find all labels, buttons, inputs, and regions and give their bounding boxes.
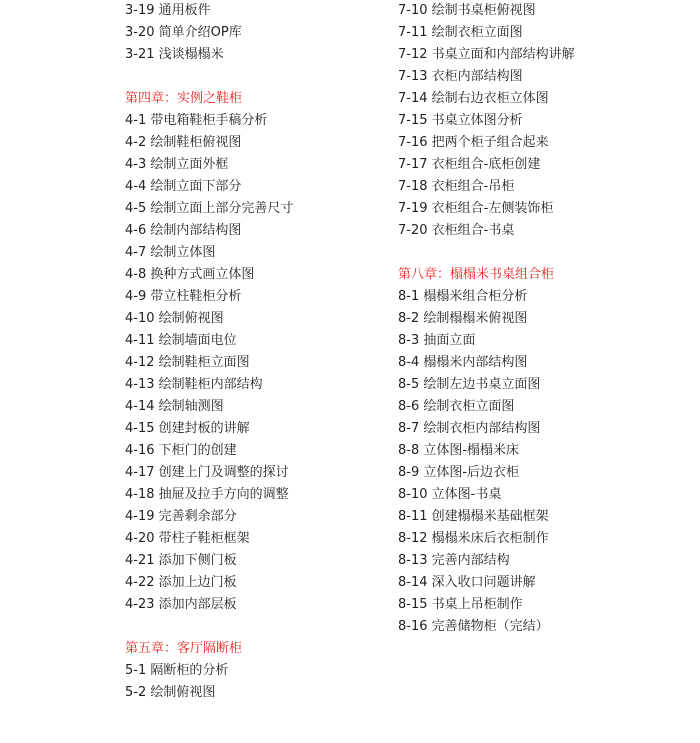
lesson-item: 7-10 绘制书桌柜俯视图 [398,3,536,18]
lesson-item: 7-18 衣柜组合-吊柜 [398,179,515,194]
toc-left-column [125,0,385,704]
chapter-heading: 第四章：实例之鞋柜 [125,91,243,106]
lesson-item: 4-1 带电箱鞋柜手稿分析 [125,113,268,128]
lesson-item: 7-19 衣柜组合-左侧装饰柜 [398,201,554,216]
lesson-item: 8-8 立体图-榻榻米床 [398,443,520,458]
lesson-item: 4-21 添加下侧门板 [125,553,237,568]
lesson-item: 5-2 绘制俯视图 [125,685,216,700]
lesson-item: 3-20 简单介绍OP库 [125,25,242,40]
lesson-item: 4-15 创建封板的讲解 [125,421,250,436]
lesson-item: 4-17 创建上门及调整的探讨 [125,465,289,480]
lesson-item: 3-19 通用板件 [125,3,211,18]
lesson-item: 3-21 浅谈榻榻米 [125,47,224,62]
lesson-item: 4-20 带柱子鞋柜框架 [125,531,250,546]
lesson-item: 8-7 绘制衣柜内部结构图 [398,421,541,436]
lesson-item: 4-23 添加内部层板 [125,597,237,612]
lesson-item: 7-20 衣柜组合-书桌 [398,223,515,238]
lesson-item: 8-5 绘制左边书桌立面图 [398,377,541,392]
lesson-item: 8-13 完善内部结构 [398,553,510,568]
lesson-item: 4-8 换种方式画立体图 [125,267,255,282]
lesson-item: 5-1 隔断柜的分析 [125,663,229,678]
lesson-item: 8-1 榻榻米组合柜分析 [398,289,528,304]
lesson-item: 7-15 书桌立体图分析 [398,113,523,128]
lesson-item: 8-9 立体图-后边衣柜 [398,465,520,480]
chapter-heading: 第八章：榻榻米书桌组合柜 [398,267,555,282]
lesson-item: 8-3 抽面立面 [398,333,476,348]
lesson-item: 4-10 绘制俯视图 [125,311,224,326]
lesson-item: 4-18 抽屉及拉手方向的调整 [125,487,289,502]
lesson-item: 4-12 绘制鞋柜立面图 [125,355,250,370]
lesson-item: 8-2 绘制榻榻米俯视图 [398,311,528,326]
lesson-item: 7-14 绘制右边衣柜立体图 [398,91,549,106]
lesson-item: 8-11 创建榻榻米基础框架 [398,509,549,524]
lesson-item: 4-6 绘制内部结构图 [125,223,242,238]
lesson-item: 8-15 书桌上吊柜制作 [398,597,523,612]
lesson-item: 7-13 衣柜内部结构图 [398,69,523,84]
lesson-item: 4-13 绘制鞋柜内部结构 [125,377,263,392]
toc-right-column [398,0,688,638]
lesson-item: 7-17 衣柜组合-底柜创建 [398,157,541,172]
lesson-item: 8-14 深入收口问题讲解 [398,575,536,590]
lesson-item: 4-2 绘制鞋柜俯视图 [125,135,242,150]
lesson-item: 4-5 绘制立面上部分完善尺寸 [125,201,294,216]
lesson-item: 4-7 绘制立体图 [125,245,216,260]
lesson-item: 8-6 绘制衣柜立面图 [398,399,515,414]
lesson-item: 8-10 立体图-书桌 [398,487,502,502]
lesson-item: 4-11 绘制墙面电位 [125,333,237,348]
lesson-item: 7-12 书桌立面和内部结构讲解 [398,47,575,62]
lesson-item: 4-3 绘制立面外框 [125,157,229,172]
chapter-heading: 第五章：客厅隔断柜 [125,641,243,656]
lesson-item: 8-4 榻榻米内部结构图 [398,355,528,370]
lesson-item: 4-22 添加上边门板 [125,575,237,590]
section-spacer [398,242,688,264]
lesson-item: 4-9 带立柱鞋柜分析 [125,289,242,304]
section-spacer [125,616,385,638]
section-spacer [125,66,385,88]
lesson-item: 8-12 榻榻米床后衣柜制作 [398,531,549,546]
lesson-item: 4-4 绘制立面下部分 [125,179,242,194]
lesson-item: 4-19 完善剩余部分 [125,509,237,524]
lesson-item: 8-16 完善储物柜（完结） [398,619,549,634]
lesson-item: 7-16 把两个柜子组合起来 [398,135,549,150]
lesson-item: 7-11 绘制衣柜立面图 [398,25,523,40]
lesson-item: 4-16 下柜门的创建 [125,443,237,458]
lesson-item: 4-14 绘制轴测图 [125,399,224,414]
